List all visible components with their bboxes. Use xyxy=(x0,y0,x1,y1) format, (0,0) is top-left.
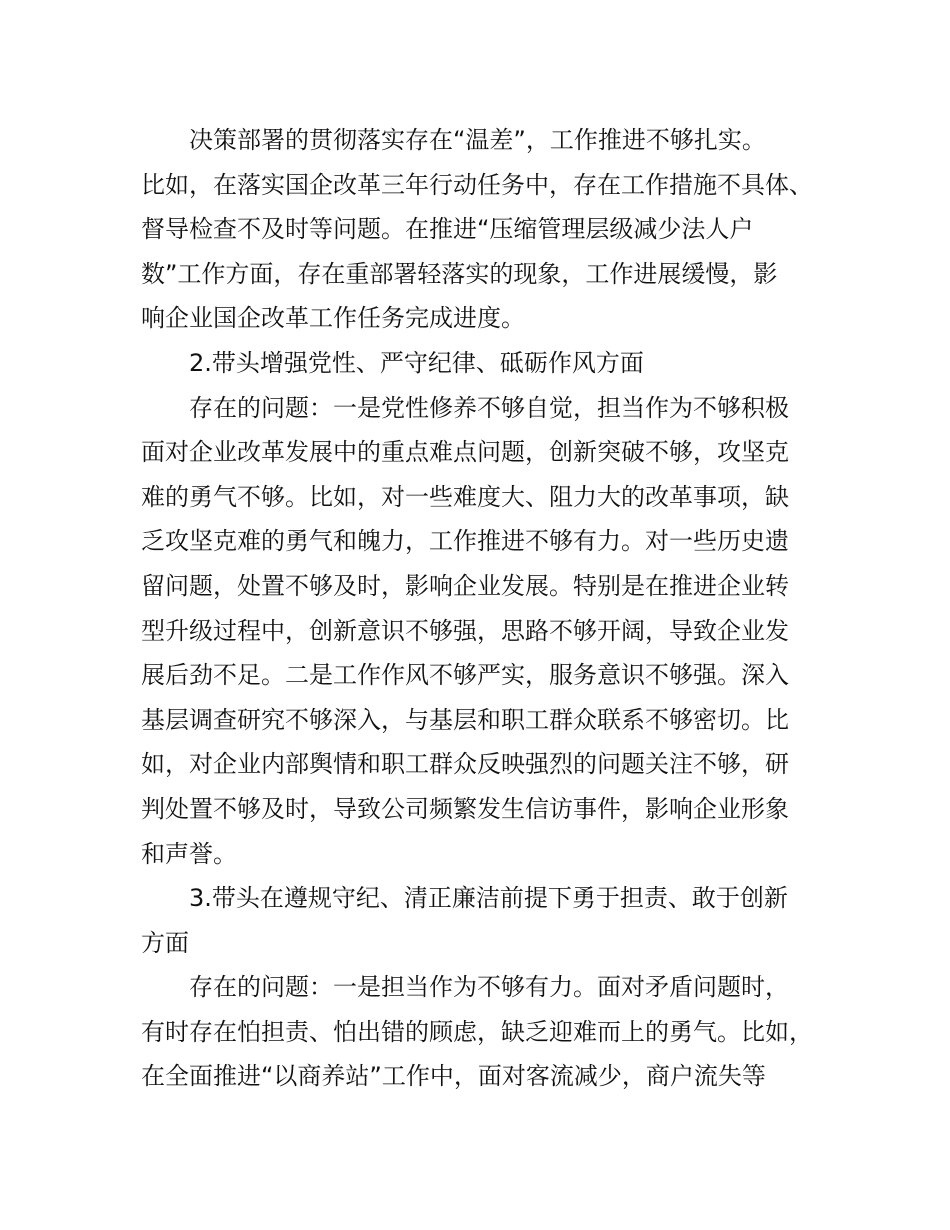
text-line: 督导检查不及时等问题。在推进“压缩管理层级减少法人户 xyxy=(141,215,754,244)
paragraph-party-spirit-issues xyxy=(141,386,837,877)
text-line: 型升级过程中，创新意识不够强，思路不够开阔，导致企业发 xyxy=(141,616,789,645)
text-line: 在全面推进“以商养站”工作中，面对客流减少，商户流失等 xyxy=(141,1062,766,1091)
text-line: 留问题，处置不够及时，影响企业发展。特别是在推进企业转 xyxy=(141,571,789,600)
heading-line: 方面 xyxy=(141,928,189,957)
text-line: 展后劲不足。二是工作作风不够严实，服务意识不够强。深入 xyxy=(141,661,789,690)
text-line: 面对企业改革发展中的重点难点问题，创新突破不够，攻坚克 xyxy=(141,438,789,467)
text-line: 存在的问题：一是担当作为不够有力。面对矛盾问题时， xyxy=(189,973,789,1002)
heading-line: 3.带头在遵规守纪、清正廉洁前提下勇于担责、敢于创新 xyxy=(189,884,788,913)
text-line: 如，对企业内部舆情和职工群众反映强烈的问题关注不够，研 xyxy=(141,750,789,779)
text-line: 响企业国企改革工作任务完成进度。 xyxy=(141,304,525,333)
paragraph-implementation-issues xyxy=(141,118,837,341)
text-line: 数”工作方面，存在重部署轻落实的现象，工作进展缓慢，影 xyxy=(141,259,778,288)
text-line: 乏攻坚克难的勇气和魄力，工作推进不够有力。对一些历史遗 xyxy=(141,527,789,556)
section-heading-3 xyxy=(141,876,837,965)
text-line: 和声誉。 xyxy=(141,839,237,868)
text-line: 基层调查研究不够深入，与基层和职工群众联系不够密切。比 xyxy=(141,705,789,734)
paragraph-responsibility-issues xyxy=(141,965,837,1099)
section-heading-2 xyxy=(141,341,837,386)
text-line: 有时存在怕担责、怕出错的顾虑，缺乏迎难而上的勇气。比如， xyxy=(141,1017,813,1046)
text-line: 存在的问题：一是党性修养不够自觉，担当作为不够积极 xyxy=(189,393,789,422)
text-line: 决策部署的贯彻落实存在“温差”，工作推进不够扎实。 xyxy=(189,126,766,154)
text-line: 比如，在落实国企改革三年行动任务中，存在工作措施不具体、 xyxy=(141,170,813,199)
text-line: 判处置不够及时，导致公司频繁发生信访事件，影响企业形象 xyxy=(141,794,789,823)
text-line: 难的勇气不够。比如，对一些难度大、阻力大的改革事项，缺 xyxy=(141,482,789,511)
heading-line: 2.带头增强党性、严守纪律、砥砺作风方面 xyxy=(189,348,644,377)
document-body xyxy=(141,118,837,1099)
